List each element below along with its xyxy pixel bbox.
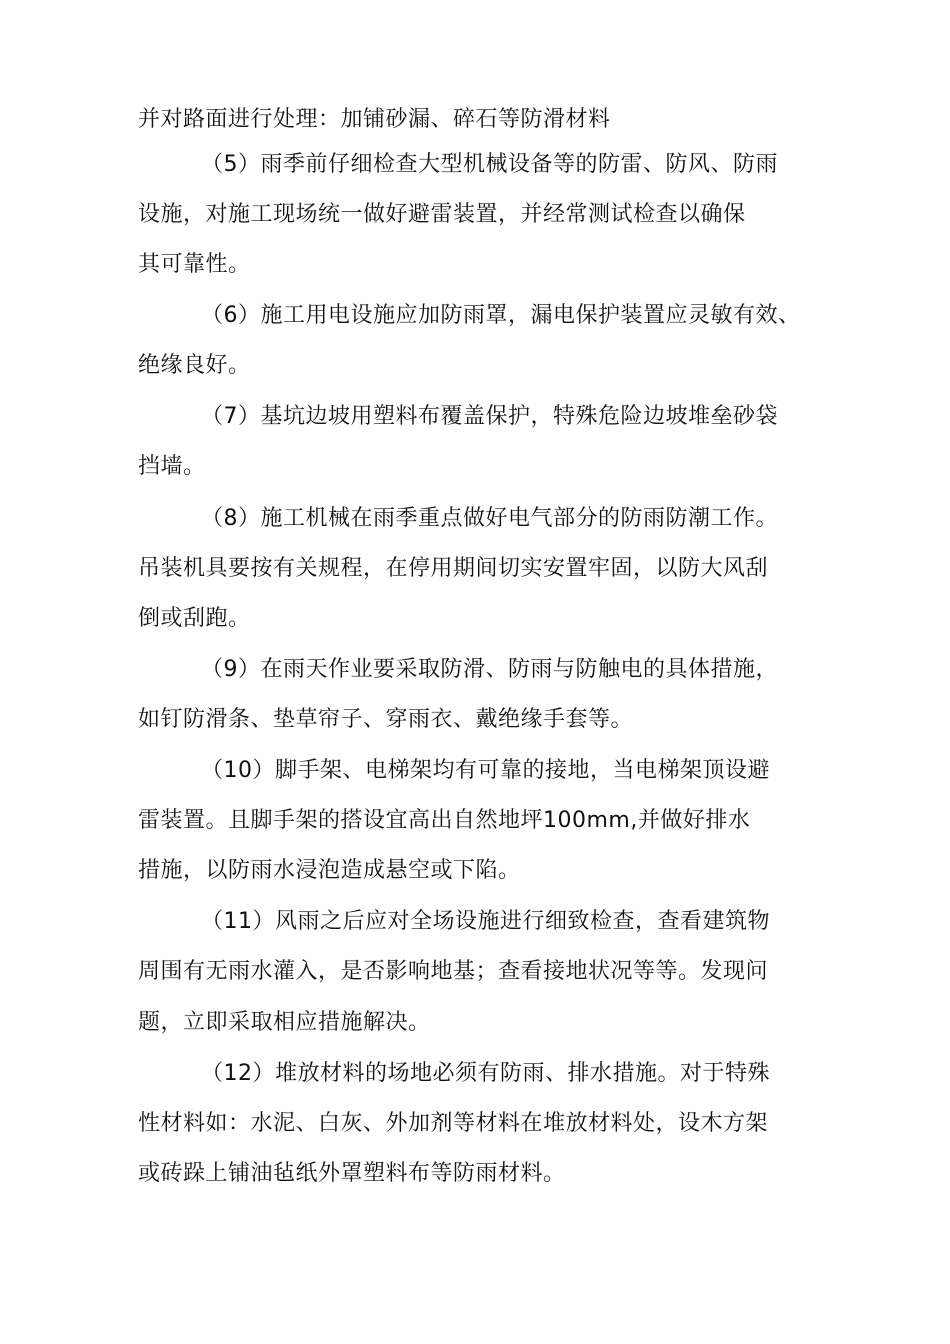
paragraph-line: （12）堆放材料的场地必须有防雨、排水措施。对于特殊: [201, 1061, 770, 1086]
paragraph-line: （7）基坑边坡用塑料布覆盖保护，特殊危险边坡堆垒砂袋: [201, 404, 778, 429]
paragraph-line: 吊装机具要按有关规程，在停用期间切实安置牢固，以防大风刮: [138, 556, 769, 581]
paragraph-line: 措施，以防雨水浸泡造成悬空或下陷。: [138, 858, 521, 883]
paragraph-line: 挡墙。: [138, 454, 206, 479]
paragraph-line: 题，立即采取相应措施解决。: [138, 1010, 431, 1035]
paragraph-line: （10）脚手架、电梯架均有可靠的接地，当电梯架顶设避: [201, 758, 770, 783]
paragraph-line: 如钉防滑条、垫草帘子、穿雨衣、戴绝缘手套等。: [138, 707, 634, 732]
paragraph-line: 倒或刮跑。: [138, 606, 251, 631]
paragraph-line: （5）雨季前仔细检查大型机械设备等的防雷、防风、防雨: [201, 152, 778, 177]
paragraph-line: 并对路面进行处理：加铺砂漏、碎石等防滑材料: [138, 107, 611, 132]
paragraph-line: 其可靠性。: [138, 252, 251, 277]
paragraph-line: （8）施工机械在雨季重点做好电气部分的防雨防潮工作。: [201, 506, 778, 531]
paragraph-line: 性材料如：水泥、白灰、外加剂等材料在堆放材料处，设木方架: [138, 1111, 769, 1136]
paragraph-line: （6）施工用电设施应加防雨罩，漏电保护装置应灵敏有效、: [201, 303, 801, 328]
paragraph-line: （9）在雨天作业要采取防滑、防雨与防触电的具体措施，: [201, 657, 778, 682]
paragraph-line: 设施，对施工现场统一做好避雷装置，并经常测试检查以确保: [138, 202, 746, 227]
paragraph-line: （11）风雨之后应对全场设施进行细致检查，查看建筑物: [201, 909, 770, 934]
paragraph-line: 周围有无雨水灌入，是否影响地基；查看接地状况等等。发现问: [138, 959, 769, 984]
paragraph-line: 雷装置。且脚手架的搭设宜高出自然地坪100mm,并做好排水: [138, 808, 751, 833]
paragraph-line: 绝缘良好。: [138, 353, 251, 378]
paragraph-line: 或砖跺上铺油毡纸外罩塑料布等防雨材料。: [138, 1161, 566, 1186]
